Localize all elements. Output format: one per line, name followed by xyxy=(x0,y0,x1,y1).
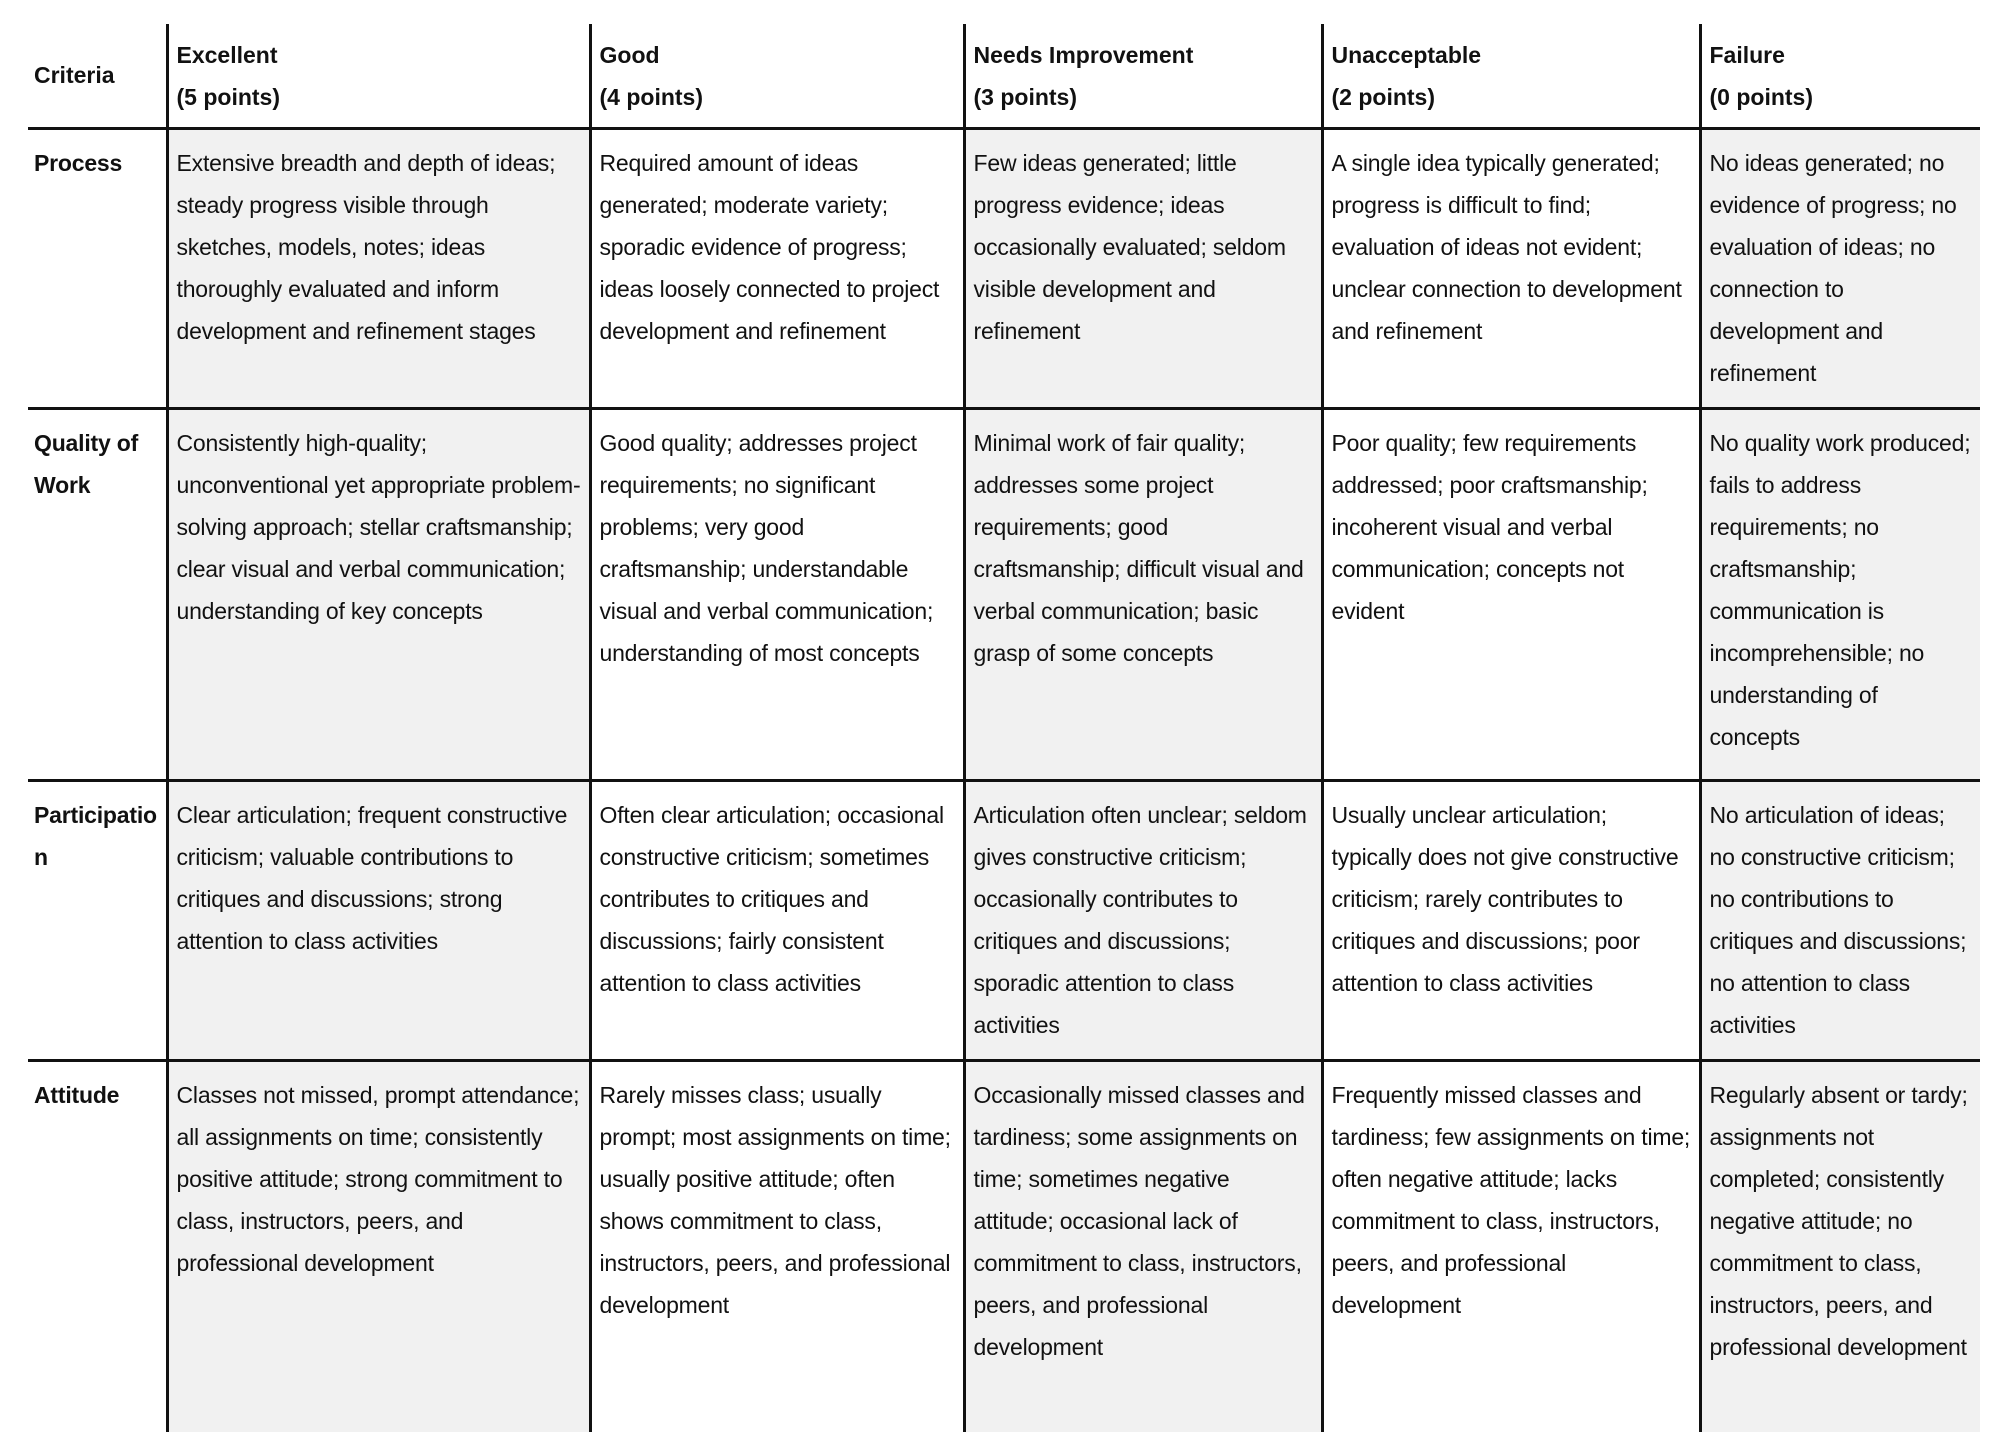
rubric-cell-needs-improvement: Occasionally missed classes and tardiness; some assignments on time; sometimes negative attitude; occasional lack of commitment to class, instructors, peers, and professional development xyxy=(964,1060,1322,1432)
level-name: Good xyxy=(599,42,660,68)
header-row xyxy=(28,24,1980,128)
level-header-excellent xyxy=(167,24,590,128)
rubric-cell-failure: No quality work produced; fails to address requirements; no craftsmanship; communication is incomprehensible; no understanding of concepts xyxy=(1700,408,1980,780)
rubric-cell-failure: No ideas generated; no evidence of progress; no evaluation of ideas; no connection to development and refinement xyxy=(1700,128,1980,408)
level-name: Failure xyxy=(1709,42,1785,68)
rubric-cell-unacceptable: A single idea typically generated; progress is difficult to find; evaluation of ideas not evident; unclear connection to development and refinement xyxy=(1322,128,1700,408)
rubric-cell-excellent: Classes not missed, prompt attendance; all assignments on time; consistently positive attitude; strong commitment to class, instructors, peers, and professional development xyxy=(167,1060,590,1432)
level-header-failure xyxy=(1700,24,1980,128)
rubric-cell-good: Often clear articulation; occasional constructive criticism; sometimes contributes to critiques and discussions; fairly consistent attention to class activities xyxy=(590,780,964,1060)
level-points: (2 points) xyxy=(1331,84,1435,110)
rubric-cell-unacceptable: Poor quality; few requirements addressed; poor craftsmanship; incoherent visual and verbal communication; concepts not evident xyxy=(1322,408,1700,780)
rubric-cell-unacceptable: Usually unclear articulation; typically does not give constructive criticism; rarely contributes to critiques and discussions; poor attention to class activities xyxy=(1322,780,1700,1060)
rubric-cell-unacceptable: Frequently missed classes and tardiness; few assignments on time; often negative attitude; lacks commitment to class, instructors, peers, and professional development xyxy=(1322,1060,1700,1432)
level-header-good xyxy=(590,24,964,128)
level-name: Unacceptable xyxy=(1331,42,1482,68)
rubric-cell-good: Good quality; addresses project requirements; no significant problems; very good craftsmanship; understandable visual and verbal communication; understanding of most concepts xyxy=(590,408,964,780)
rubric-row-process xyxy=(28,128,1980,408)
rubric-row-quality-of-work xyxy=(28,408,1980,780)
level-points: (4 points) xyxy=(599,84,703,110)
criteria-cell: Participation xyxy=(28,780,167,1060)
rubric-cell-excellent: Extensive breadth and depth of ideas; steady progress visible through sketches, models, notes; ideas thoroughly evaluated and inform development and refinement stages xyxy=(167,128,590,408)
rubric-cell-good: Rarely misses class; usually prompt; most assignments on time; usually positive attitude; often shows commitment to class, instructors, peers, and professional development xyxy=(590,1060,964,1432)
level-header-unacceptable xyxy=(1322,24,1700,128)
level-points: (3 points) xyxy=(973,84,1077,110)
rubric-table xyxy=(28,24,1980,1432)
rubric-cell-failure: No articulation of ideas; no constructive criticism; no contributions to critiques and discussions; no attention to class activities xyxy=(1700,780,1980,1060)
level-name: Excellent xyxy=(176,42,278,68)
rubric-cell-needs-improvement: Articulation often unclear; seldom gives constructive criticism; occasionally contributes to critiques and discussions; sporadic attention to class activities xyxy=(964,780,1322,1060)
rubric-cell-failure: Regularly absent or tardy; assignments not completed; consistently negative attitude; no commitment to class, instructors, peers, and professional development xyxy=(1700,1060,1980,1432)
rubric-cell-excellent: Consistently high-quality; unconventional yet appropriate problem-solving approach; stellar craftsmanship; clear visual and verbal communication; understanding of key concepts xyxy=(167,408,590,780)
level-points: (5 points) xyxy=(176,84,280,110)
criteria-cell: Attitude xyxy=(34,1081,120,1108)
rubric-row-participation xyxy=(28,780,1980,1060)
rubric-cell-needs-improvement: Minimal work of fair quality; addresses some project requirements; good craftsmanship; difficult visual and verbal communication; basic grasp of some concepts xyxy=(964,408,1322,780)
rubric-cell-needs-improvement: Few ideas generated; little progress evidence; ideas occasionally evaluated; seldom visible development and refinement xyxy=(964,128,1322,408)
rubric-row-attitude xyxy=(28,1060,1980,1432)
criteria-cell: Process xyxy=(28,128,167,408)
level-header-needs-improvement xyxy=(964,24,1322,128)
criteria-cell: Quality of Work xyxy=(28,408,167,780)
criteria-header: Criteria xyxy=(28,24,167,128)
rubric-cell-good: Required amount of ideas generated; moderate variety; sporadic evidence of progress; ideas loosely connected to project development and refinement xyxy=(590,128,964,408)
level-name: Needs Improvement xyxy=(973,42,1194,68)
level-points: (0 points) xyxy=(1709,84,1813,110)
rubric-cell-excellent: Clear articulation; frequent constructive criticism; valuable contributions to critiques and discussions; strong attention to class activities xyxy=(167,780,590,1060)
